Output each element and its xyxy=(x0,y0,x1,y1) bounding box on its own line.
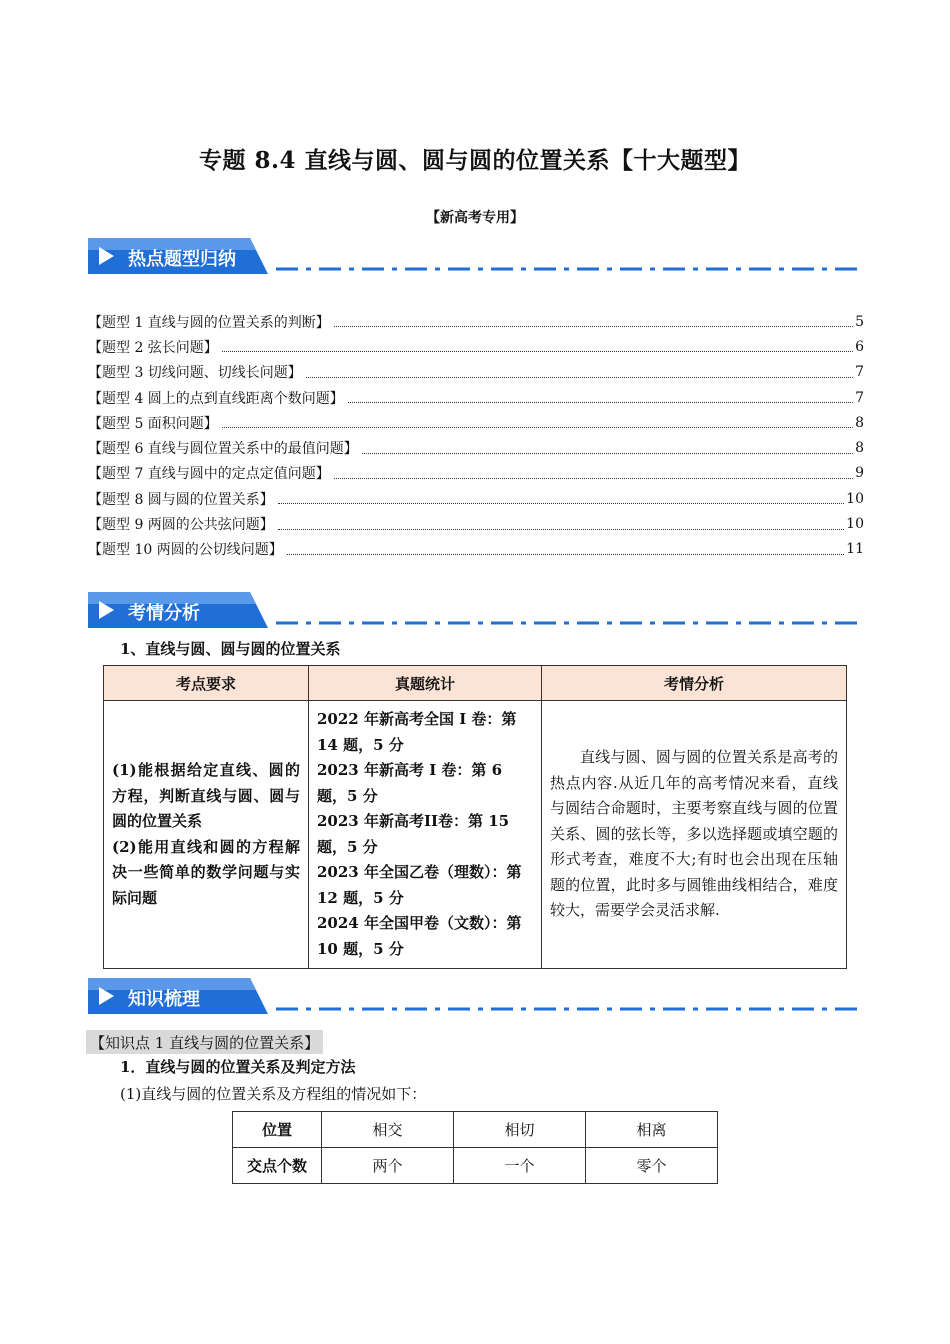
banner-tab xyxy=(88,238,268,274)
toc-item[interactable] xyxy=(88,360,864,385)
analysis-heading: 1、直线与圆、圆与圆的位置关系 xyxy=(120,640,341,658)
stat-item: 2022 年新高考全国 I 卷：第 14 题，5 分 xyxy=(317,710,517,754)
analysis-table xyxy=(103,665,847,969)
table-cell: 一个 xyxy=(454,1148,586,1184)
toc-label: 【题型 2 弦长问题】 xyxy=(88,339,218,356)
requirement-item: (1)能根据给定直线、圆的方程，判断直线与圆、圆与圆的位置关系 xyxy=(112,761,300,830)
banner-label: 知识梳理 xyxy=(128,989,200,1010)
banner-tab xyxy=(88,978,268,1014)
table-cell: 相交 xyxy=(322,1112,454,1148)
banner-knowledge xyxy=(88,978,863,1018)
table-header: 真题统计 xyxy=(309,666,542,701)
table-header: 考情分析 xyxy=(542,666,847,701)
banner-analysis xyxy=(88,592,863,632)
banner-label: 考情分析 xyxy=(128,603,200,624)
toc-label: 【题型 4 圆上的点到直线距离个数问题】 xyxy=(88,390,344,407)
toc-page: 8 xyxy=(855,414,864,431)
toc-page: 6 xyxy=(855,338,864,355)
toc-label: 【题型 7 直线与圆中的定点定值问题】 xyxy=(88,466,330,483)
table-cell: 相切 xyxy=(454,1112,586,1148)
toc-page: 7 xyxy=(855,364,864,381)
toc-item[interactable] xyxy=(88,537,864,562)
toc-item[interactable] xyxy=(88,461,864,486)
toc-leader xyxy=(334,326,853,327)
requirements-cell xyxy=(104,701,309,969)
banner-hot-topics xyxy=(88,238,863,278)
table-header-row xyxy=(104,666,847,701)
toc-page: 10 xyxy=(846,516,864,533)
stat-item: 2024 年全国甲卷（文数）：第 10 题，5 分 xyxy=(317,914,522,958)
banner-dash-line xyxy=(276,267,861,271)
table-cell: 零个 xyxy=(586,1148,718,1184)
banner-dash-line xyxy=(276,621,861,625)
toc-leader xyxy=(362,453,853,454)
toc-page: 5 xyxy=(855,313,864,330)
toc-leader xyxy=(278,503,844,504)
analysis-cell xyxy=(542,701,847,969)
toc-item[interactable] xyxy=(88,334,864,359)
toc-label: 【题型 1 直线与圆的位置关系的判断】 xyxy=(88,314,330,331)
toc-page: 10 xyxy=(846,490,864,507)
toc-leader xyxy=(334,478,853,479)
stats-cell xyxy=(309,701,542,969)
table-row xyxy=(104,701,847,969)
toc-label: 【题型 5 面积问题】 xyxy=(88,415,218,432)
toc-page: 7 xyxy=(855,389,864,406)
knowledge-point-label: 【知识点 1 直线与圆的位置关系】 xyxy=(86,1030,323,1054)
toc-label: 【题型 9 两圆的公共弦问题】 xyxy=(88,517,274,534)
table-of-contents xyxy=(88,309,864,562)
toc-leader xyxy=(278,529,844,530)
page-subtitle: 【新高考专用】 xyxy=(426,210,524,226)
banner-tab xyxy=(88,592,268,628)
stat-item: 2023 年全国乙卷（理数）：第 12 题，5 分 xyxy=(317,863,522,907)
table-cell: 两个 xyxy=(322,1148,454,1184)
toc-leader xyxy=(306,377,853,378)
knowledge-subheading: 1．直线与圆的位置关系及判定方法 xyxy=(120,1058,356,1076)
toc-leader xyxy=(348,402,853,403)
banner-dash-line xyxy=(276,1007,861,1011)
table-row xyxy=(233,1112,718,1148)
requirement-item: (2)能用直线和圆的方程解决一些简单的数学问题与实际问题 xyxy=(112,837,300,907)
banner-label: 热点题型归纳 xyxy=(128,249,236,270)
toc-leader xyxy=(222,351,853,352)
toc-page: 11 xyxy=(846,541,864,558)
row-header: 位置 xyxy=(233,1112,322,1148)
table-cell: 相离 xyxy=(586,1112,718,1148)
analysis-text: 直线与圆、圆与圆的位置关系是高考的热点内容.从近几年的高考情况来看，直线与圆结合命题时，主要考察直线与圆的位置关系、圆的弦长等，多以选择题或填空题的形式考查，难度不大;有时也会出现在压轴题的位置，此时多与圆锥曲线相结合，难度较大，需要学会灵活求解. xyxy=(550,748,838,920)
table-header: 考点要求 xyxy=(104,666,309,701)
toc-item[interactable] xyxy=(88,486,864,511)
toc-label: 【题型 3 切线问题、切线长问题】 xyxy=(88,365,302,382)
row-header: 交点个数 xyxy=(233,1148,322,1184)
toc-leader xyxy=(287,554,844,555)
table-row xyxy=(233,1148,718,1184)
stat-item: 2023 年新高考 I 卷：第 6 题，5 分 xyxy=(317,761,503,805)
stat-item: 2023 年新高考II卷：第 15 题，5 分 xyxy=(317,812,510,856)
toc-item[interactable] xyxy=(88,511,864,536)
position-table xyxy=(232,1111,718,1184)
toc-page: 8 xyxy=(855,440,864,457)
toc-item[interactable] xyxy=(88,435,864,460)
knowledge-subtext: (1)直线与圆的位置关系及方程组的情况如下： xyxy=(120,1085,427,1103)
toc-label: 【题型 10 两圆的公切线问题】 xyxy=(88,542,283,559)
toc-item[interactable] xyxy=(88,385,864,410)
toc-label: 【题型 8 圆与圆的位置关系】 xyxy=(88,491,274,508)
page-title: 专题 8.4 直线与圆、圆与圆的位置关系【十大题型】 xyxy=(198,147,752,174)
toc-leader xyxy=(222,427,853,428)
toc-page: 9 xyxy=(855,465,864,482)
toc-item[interactable] xyxy=(88,410,864,435)
toc-label: 【题型 6 直线与圆位置关系中的最值问题】 xyxy=(88,441,358,458)
toc-item[interactable] xyxy=(88,309,864,334)
